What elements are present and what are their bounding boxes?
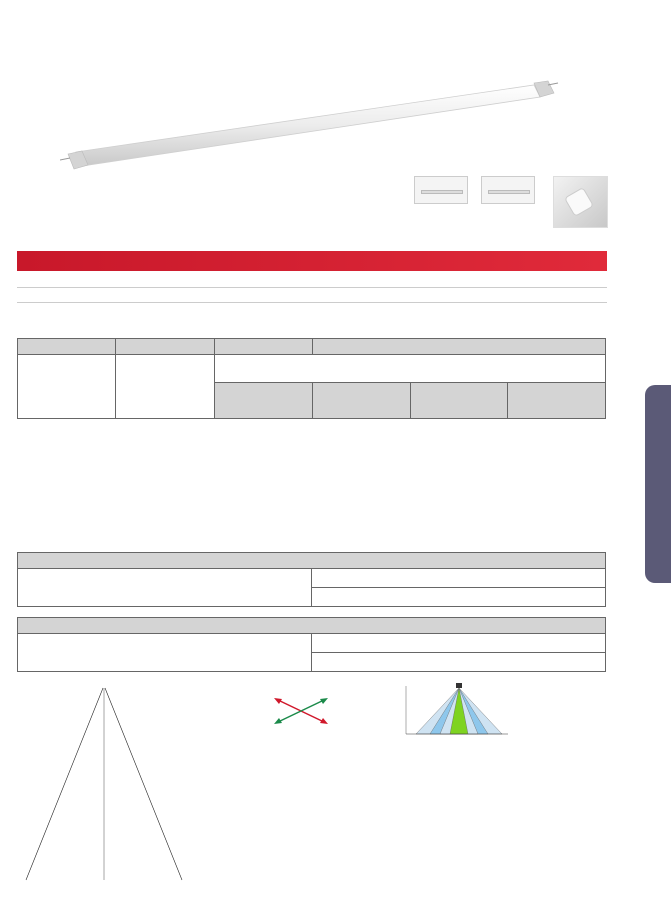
cone-edge-left (26, 688, 103, 880)
light-cone-diagram (400, 682, 510, 742)
sensor-photo (553, 176, 608, 228)
intensity-bb-row (18, 569, 606, 588)
intensity-bb-row (18, 634, 606, 653)
illum-sub-header (313, 383, 411, 419)
spec-header (312, 277, 386, 288)
spec-header (91, 277, 165, 288)
tube-image (60, 80, 560, 190)
bracket-image-2 (481, 176, 535, 204)
intensity-head-row (18, 553, 606, 569)
illum-head-row (18, 355, 606, 383)
bracket-image-1 (414, 176, 468, 204)
illum-val-name (313, 339, 606, 355)
model-bar (17, 251, 607, 271)
spec-header-row (17, 277, 607, 288)
axis-orientation-diagram (256, 682, 356, 736)
arrow-head (274, 718, 282, 724)
lamp-icon (456, 683, 462, 688)
spec-value (460, 288, 534, 303)
illum-key-name (214, 339, 313, 355)
illum-top-row (18, 339, 606, 355)
theta-label (18, 618, 606, 634)
illum-val-code (115, 339, 214, 355)
illum-height-header (18, 355, 116, 419)
spec-value-row (17, 288, 607, 303)
spec-value (238, 288, 312, 303)
illum-table (17, 338, 606, 419)
intensity-cd-label (18, 634, 312, 672)
arrow-head (274, 698, 282, 704)
bb-label (312, 569, 606, 588)
cone-edge-right (105, 688, 182, 880)
spec-value (533, 288, 607, 303)
spec-header (460, 277, 534, 288)
spec-header (533, 277, 607, 288)
illum-lux-header (115, 355, 214, 419)
polar-chart (226, 756, 372, 890)
side-category-tab[interactable] (645, 385, 671, 583)
distribution-chart (382, 762, 608, 888)
illum-key-code (18, 339, 116, 355)
sensor-shape (564, 187, 594, 217)
illum-sub-header (411, 383, 508, 419)
spec-value (17, 288, 91, 303)
arrow-head (320, 718, 328, 724)
spec-value (165, 288, 239, 303)
illum-radius-title (214, 355, 605, 383)
spec-header (386, 277, 460, 288)
cone-chart (4, 684, 204, 896)
intensity-table-2 (17, 617, 606, 672)
bb-label (312, 634, 606, 653)
arrow-head (320, 698, 328, 704)
theta-label (18, 553, 606, 569)
spec-table (17, 277, 607, 303)
spec-header (238, 277, 312, 288)
bracket-shape (421, 190, 463, 194)
illum-sub-header (508, 383, 606, 419)
spec-header (17, 277, 91, 288)
aa-label (312, 653, 606, 672)
spec-header (165, 277, 239, 288)
aa-label (312, 588, 606, 607)
spec-value (386, 288, 460, 303)
spec-value (312, 288, 386, 303)
intensity-table-1 (17, 552, 606, 607)
bracket-shape (488, 190, 530, 194)
spec-value (91, 288, 165, 303)
illum-sub-header (214, 383, 313, 419)
intensity-head-row (18, 618, 606, 634)
intensity-cd-label (18, 569, 312, 607)
